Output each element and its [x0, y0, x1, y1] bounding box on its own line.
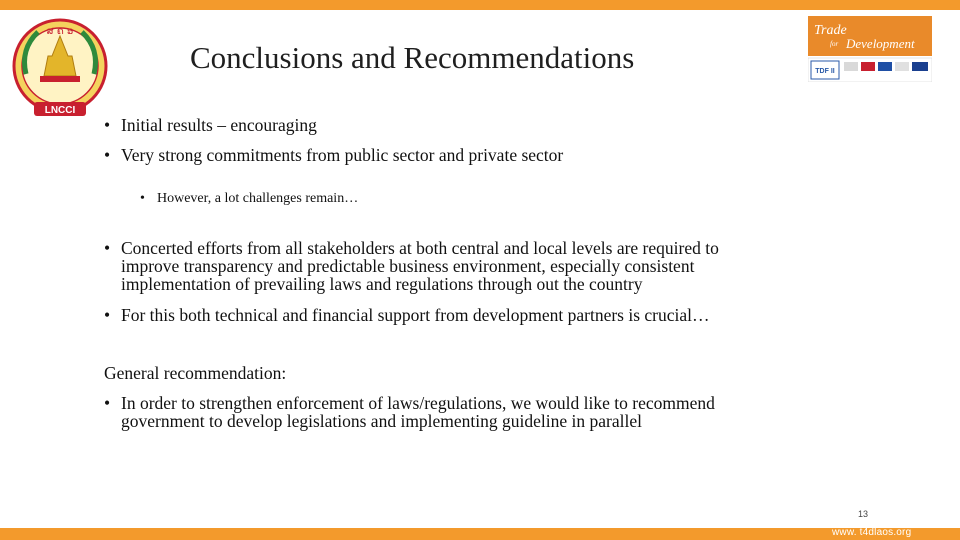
bullet-item — [104, 306, 864, 324]
svg-text:Trade: Trade — [814, 23, 847, 38]
logo-script-text: ສ ຄ ອ — [46, 26, 74, 37]
sub-bullet-text: However, a lot challenges remain… — [157, 191, 359, 206]
bottom-accent-bar — [0, 528, 960, 540]
bullet-text-line: In order to strengthen enforcement of laws/regulations, we would like to recommend — [121, 393, 715, 413]
bullet-dot-icon: • — [140, 191, 145, 206]
svg-text:TDF II: TDF II — [815, 68, 835, 75]
t4d-logo — [808, 16, 932, 82]
lncci-logo — [10, 14, 110, 124]
bullet-text-line: implementation of prevailing laws and regulations through out the country — [121, 274, 643, 294]
bullet-item — [104, 394, 864, 430]
sub-bullet-item — [140, 191, 740, 207]
svg-text:Development: Development — [846, 36, 915, 51]
bullet-text-line: improve transparency and predictable business environment, especially consistent — [121, 256, 695, 276]
bullet-dot-icon: • — [104, 305, 111, 325]
website-link[interactable]: www. t4dlaos.org — [832, 527, 912, 538]
bullet-item — [104, 146, 864, 164]
bullet-item — [104, 239, 864, 293]
page-number: 13 — [858, 509, 869, 519]
bullet-text-line: Concerted efforts from all stakeholders at both central and local levels are required to — [121, 238, 719, 258]
bullet-dot-icon: • — [104, 393, 111, 413]
bullet-item — [104, 116, 864, 134]
bullet-dot-icon: • — [104, 145, 111, 165]
logo-lncci-text: LNCCI — [44, 105, 76, 116]
slide-title: Conclusions and Recommendations — [190, 40, 635, 75]
bullet-text: Initial results – encouraging — [121, 115, 317, 135]
general-recommendation-heading: General recommendation: — [104, 363, 287, 383]
svg-text:for: for — [830, 40, 839, 48]
bullet-text: Very strong commitments from public sector and private sector — [121, 145, 564, 165]
bullet-text-line: government to develop legislations and implementing guideline in parallel — [121, 411, 642, 431]
bullet-dot-icon: • — [104, 115, 111, 135]
bullet-text: For this both technical and financial support from development partners is crucial… — [121, 305, 710, 325]
bullet-dot-icon: • — [104, 238, 111, 258]
top-accent-bar — [0, 0, 960, 10]
